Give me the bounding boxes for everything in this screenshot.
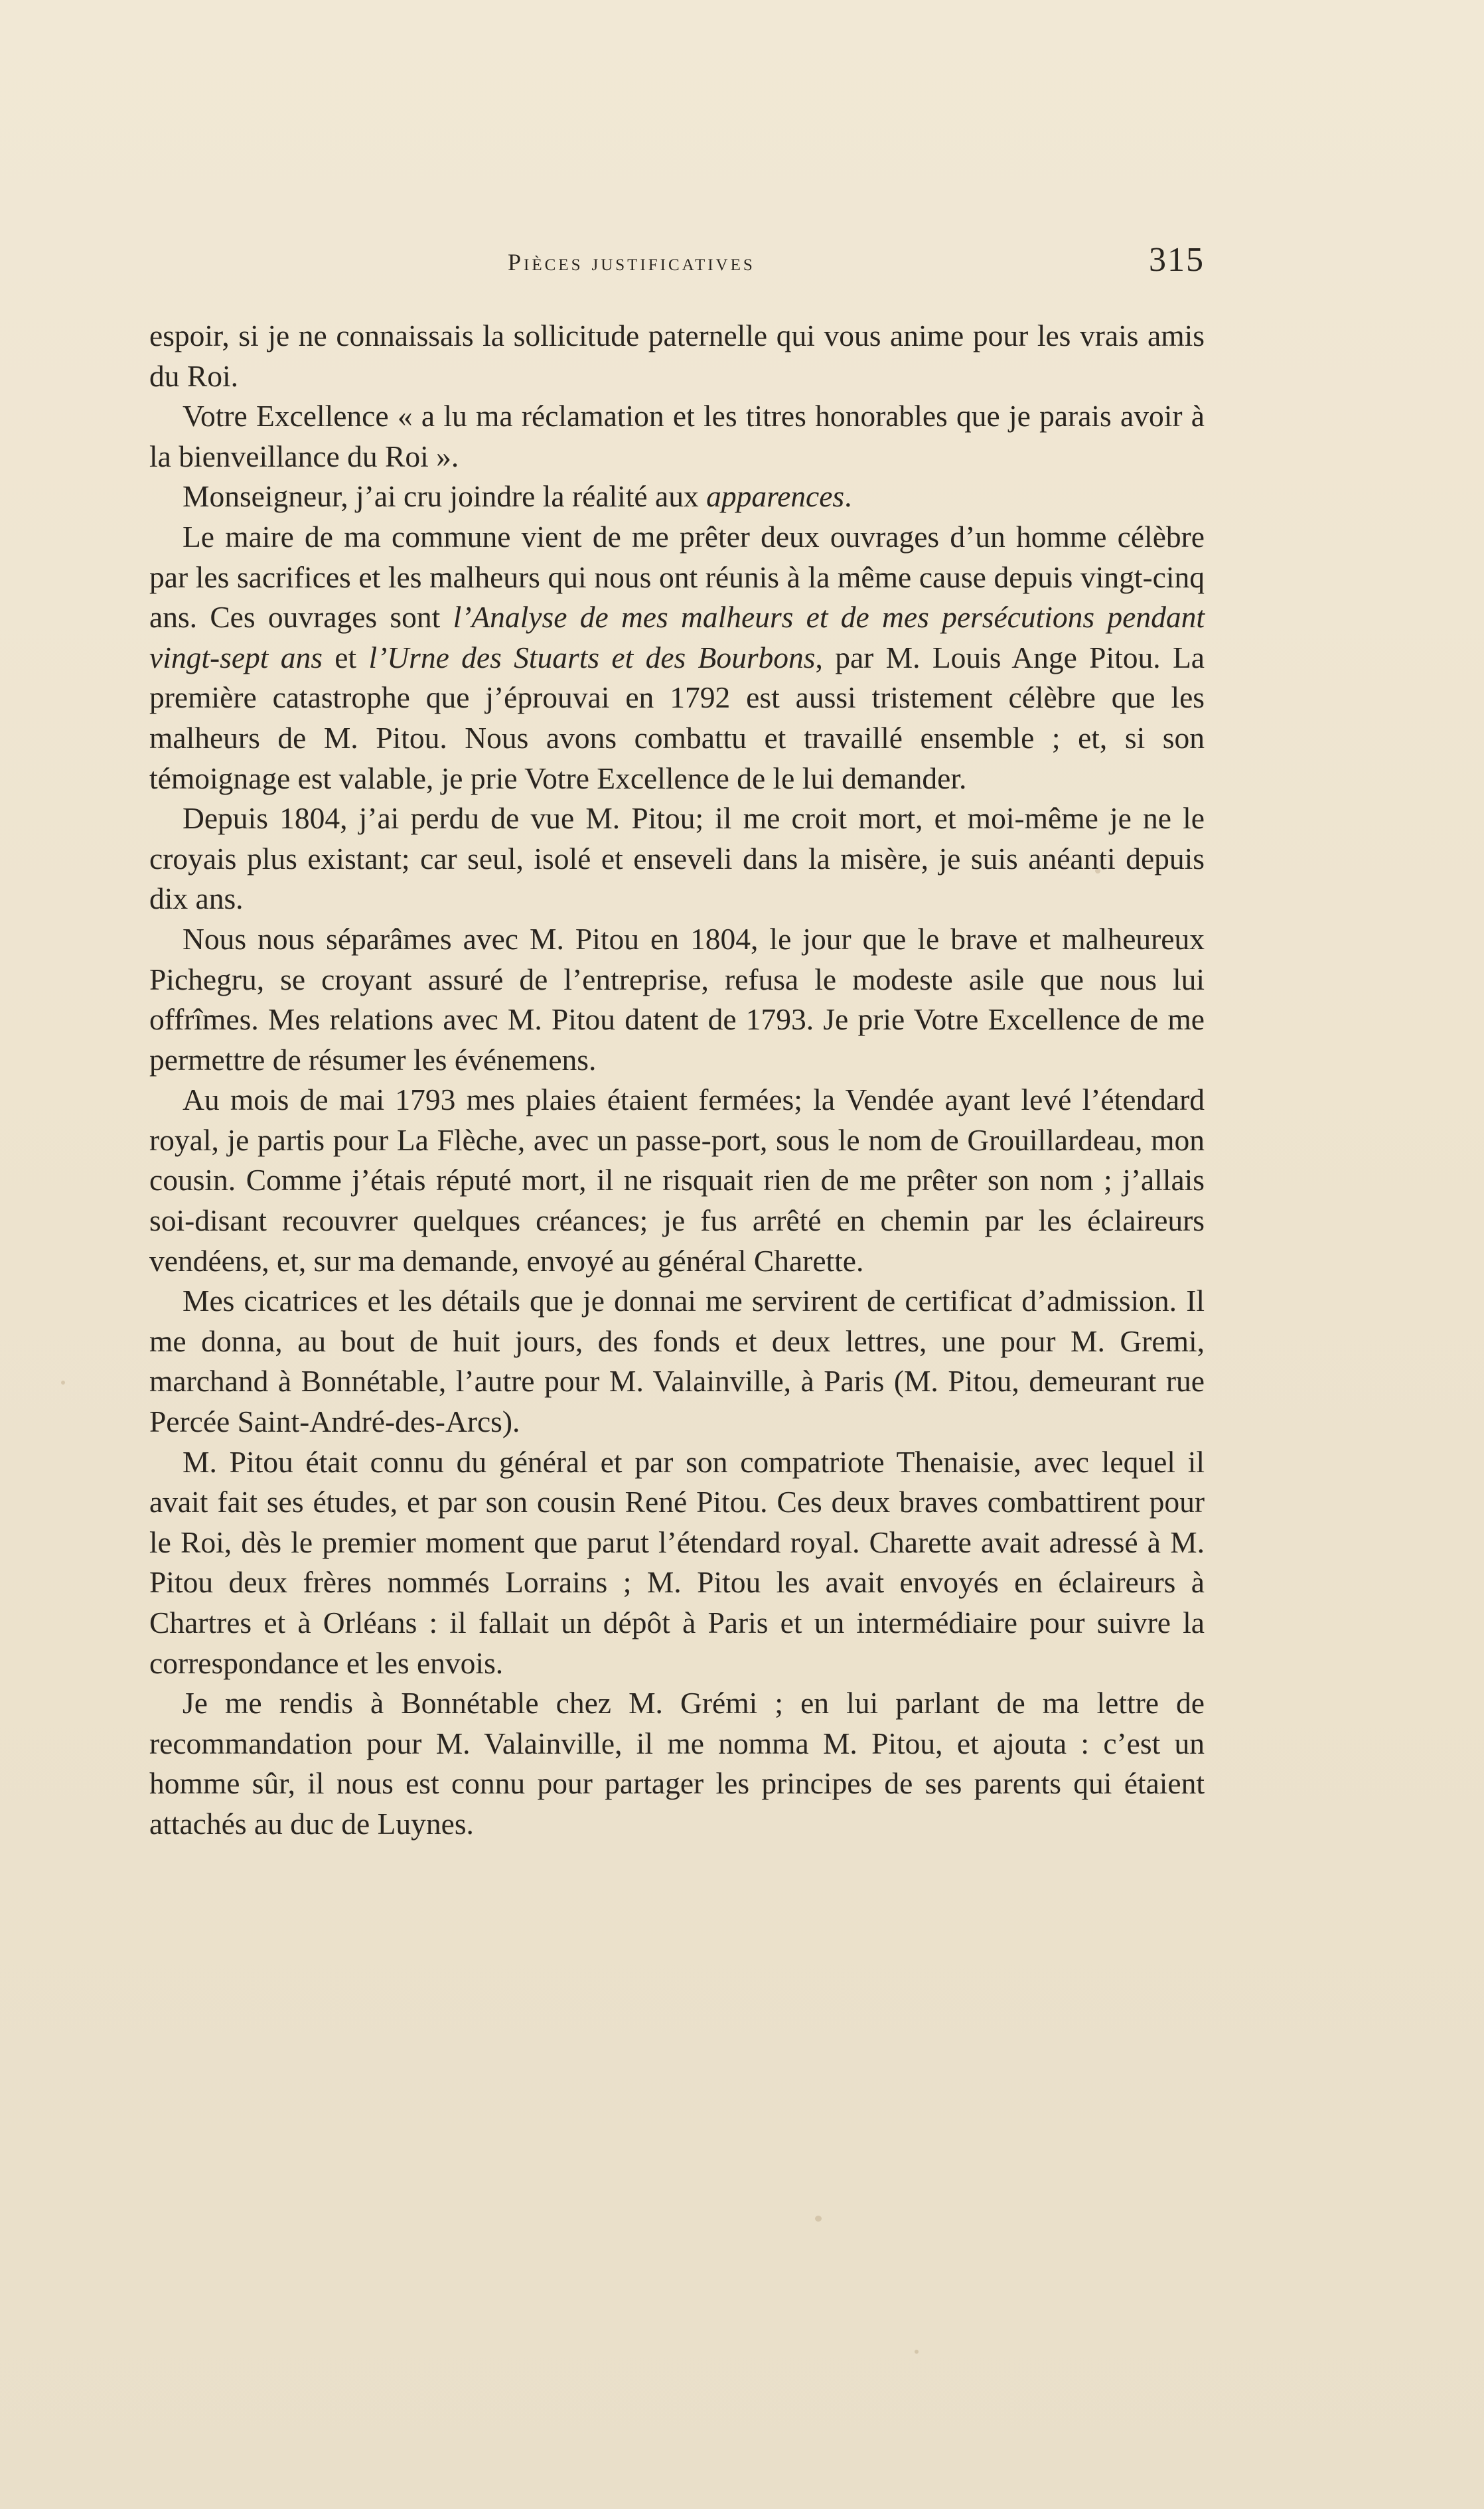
text-run: Votre Excellence « a lu ma réclamation et les titres honorables que je parais avoir à la bienveillance du Roi ». (149, 399, 1205, 473)
paper-spot (815, 2216, 822, 2222)
italic-run: apparences (706, 479, 845, 514)
text-run: Monseigneur, j’ai cru joindre la réalité aux (183, 479, 707, 514)
text-run: Je me rendis à Bonnétable chez M. Grémi ; en lui parlant de ma lettre de recommandation pour M. Valainville, il me nomma M. Pitou, et ajouta : c’est un homme sûr, il nous est connu pour partager les principes de ses parents qui étaient attachés au duc de Luynes. (149, 1686, 1205, 1841)
paragraph (149, 1683, 1205, 1844)
text-run: et (322, 640, 369, 674)
text-run: Nous nous séparâmes avec M. Pitou en 1804, le jour que le brave et malheureux Pichegru, se croyant assuré de l’entreprise, refusa le modeste asile que nous lui offrîmes. Mes relations avec M. Pitou datent de 1793. Je prie Votre Excellence de me permettre de résumer les événemens. (149, 921, 1205, 1077)
paragraph (149, 1281, 1205, 1442)
text-run: Depuis 1804, j’ai perdu de vue M. Pitou; il me croit mort, et moi-même je ne le croyais plus existant; car seul, isolé et enseveli dans la misère, je suis anéanti depuis dix ans. (149, 801, 1205, 916)
paragraph (149, 798, 1205, 919)
text-run: M. Pitou était connu du général et par son compatriote Thenaisie, avec lequel il avait fait ses études, et par son cousin René Pitou. Ces deux braves combattirent pour le Roi, dès le premier moment que parut l’étendard royal. Charette avait adressé à M. Pitou deux frères nommés Lorrains ; M. Pitou les avait envoyés en éclaireurs à Chartres et à Orléans : il fallait un dépôt à Paris et un intermédiaire pour suivre la correspondance et les envois. (149, 1444, 1205, 1680)
running-head: Pièces justificatives (508, 249, 755, 275)
body-text (149, 316, 1205, 1845)
text-run: Mes cicatrices et les détails que je donnai me servirent de certificat d’admission. Il me donna, au bout de huit jours, des fonds et deux lettres, une pour M. Gremi, marchand à Bonnétable, l’autre pour M. Valainville, à Paris (M. Pitou, demeurant rue Percée Saint-André-des-Arcs). (149, 1284, 1205, 1439)
paragraph (149, 316, 1205, 396)
text-run: Au mois de mai 1793 mes plaies étaient fermées; la Vendée ayant levé l’étendard royal, je partis pour La Flèche, avec un passe-port, sous le nom de Grouillardeau, mon cousin. Comme j’étais réputé mort, il ne risquait rien de me prêter son nom ; j’allais soi-disant recouvrer quelques créances; je fus arrêté en chemin par les éclaireurs vendéens, et, sur ma demande, envoyé au général Charette. (149, 1083, 1205, 1278)
paragraph (149, 919, 1205, 1080)
paragraph (149, 396, 1205, 477)
italic-run: l’Urne des Stuarts et des Bourbons (368, 640, 816, 674)
paper-spot (61, 1381, 65, 1385)
paragraph (149, 1442, 1205, 1684)
text-run: , par M. Louis Ange Pitou. La première catastrophe que j’éprouvai en 1792 est aussi tristement célèbre que les malheurs de M. Pitou. Nous avons combattu et travaillé ensemble ; et, si son témoignage est valable, je prie Votre Excellence de le lui demander. (149, 640, 1205, 795)
paper-spot (915, 2350, 919, 2354)
text-run: . (844, 479, 852, 514)
text-run: Le maire de ma commune vient de me prêter deux ouvrages d’un homme célèbre par les sacrifices et les malheurs qui nous ont réunis à la même cause depuis vingt-cinq ans. Ces ouvrages sont (149, 519, 1205, 635)
paragraph (149, 477, 1205, 517)
page-header (149, 240, 1205, 287)
paragraph (149, 1080, 1205, 1281)
italic-run: l’Analyse de mes malheurs et de mes persécutions pendant vingt-sept ans (149, 600, 1205, 674)
paragraph (149, 517, 1205, 798)
text-run: espoir, si je ne connaissais la sollicitude paternelle qui vous anime pour les vrais amis du Roi. (149, 319, 1205, 393)
page-number: 315 (1149, 241, 1205, 279)
